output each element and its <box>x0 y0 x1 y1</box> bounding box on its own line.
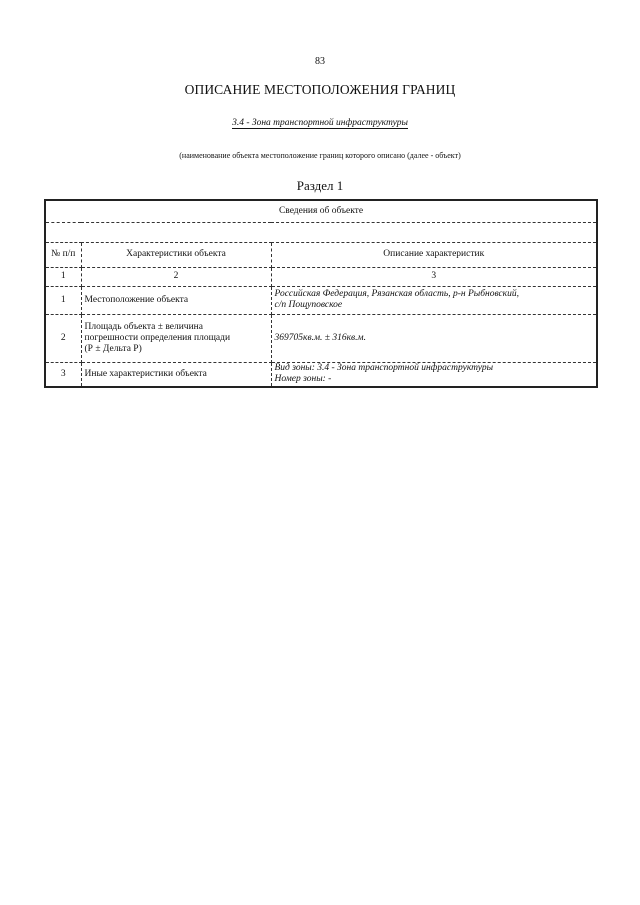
header-characteristic: Характеристики объекта <box>81 242 271 267</box>
header-num: № п/п <box>45 242 81 267</box>
table-row <box>45 286 597 314</box>
row-characteristic <box>81 314 271 362</box>
table-spacer-row <box>45 222 597 242</box>
characteristic-line: Площадь объекта ± величина <box>84 321 203 332</box>
description-line: Вид зоны: 3.4 - Зона транспортной инфраструктуры <box>274 363 494 374</box>
row-characteristic: Местоположение объекта <box>81 286 271 314</box>
column-number-2: 2 <box>81 267 271 286</box>
object-name <box>0 118 640 128</box>
table-row <box>45 314 597 362</box>
object-name-text: 3.4 - Зона транспортной инфраструктуры <box>232 118 408 128</box>
column-number-1: 1 <box>45 267 81 286</box>
table-row <box>45 362 597 387</box>
characteristic-line: погрешности определения площади <box>84 332 231 343</box>
section-title: Раздел 1 <box>296 178 344 193</box>
characteristic-line: (Р ± Дельта Р) <box>84 343 142 354</box>
table-caption-row <box>45 200 597 222</box>
row-num: 1 <box>45 286 81 314</box>
object-info-table <box>44 199 598 388</box>
description-line: Российская Федерация, Рязанская область, р-н Рыбновский, <box>274 289 519 299</box>
page-number: 83 <box>315 56 325 67</box>
row-description <box>271 362 597 387</box>
table-caption: Сведения об объекте <box>45 200 597 222</box>
column-number-row <box>45 267 597 286</box>
description-line: Номер зоны: - <box>274 374 332 385</box>
table-header-row <box>45 242 597 267</box>
row-num: 2 <box>45 314 81 362</box>
page-title: ОПИСАНИЕ МЕСТОПОЛОЖЕНИЯ ГРАНИЦ <box>184 82 456 97</box>
row-characteristic: Иные характеристики объекта <box>81 362 271 387</box>
column-number-3: 3 <box>271 267 597 286</box>
row-description: 369705кв.м. ± 316кв.м. <box>271 314 597 362</box>
table-spacer-cell <box>45 222 597 242</box>
object-caption: (наименование объекта местоположение границ которого описано (далее - объект) <box>179 151 461 160</box>
description-line: с/п Пощуповское <box>274 300 343 310</box>
header-description: Описание характеристик <box>271 242 597 267</box>
row-description <box>271 286 597 314</box>
row-num: 3 <box>45 362 81 387</box>
